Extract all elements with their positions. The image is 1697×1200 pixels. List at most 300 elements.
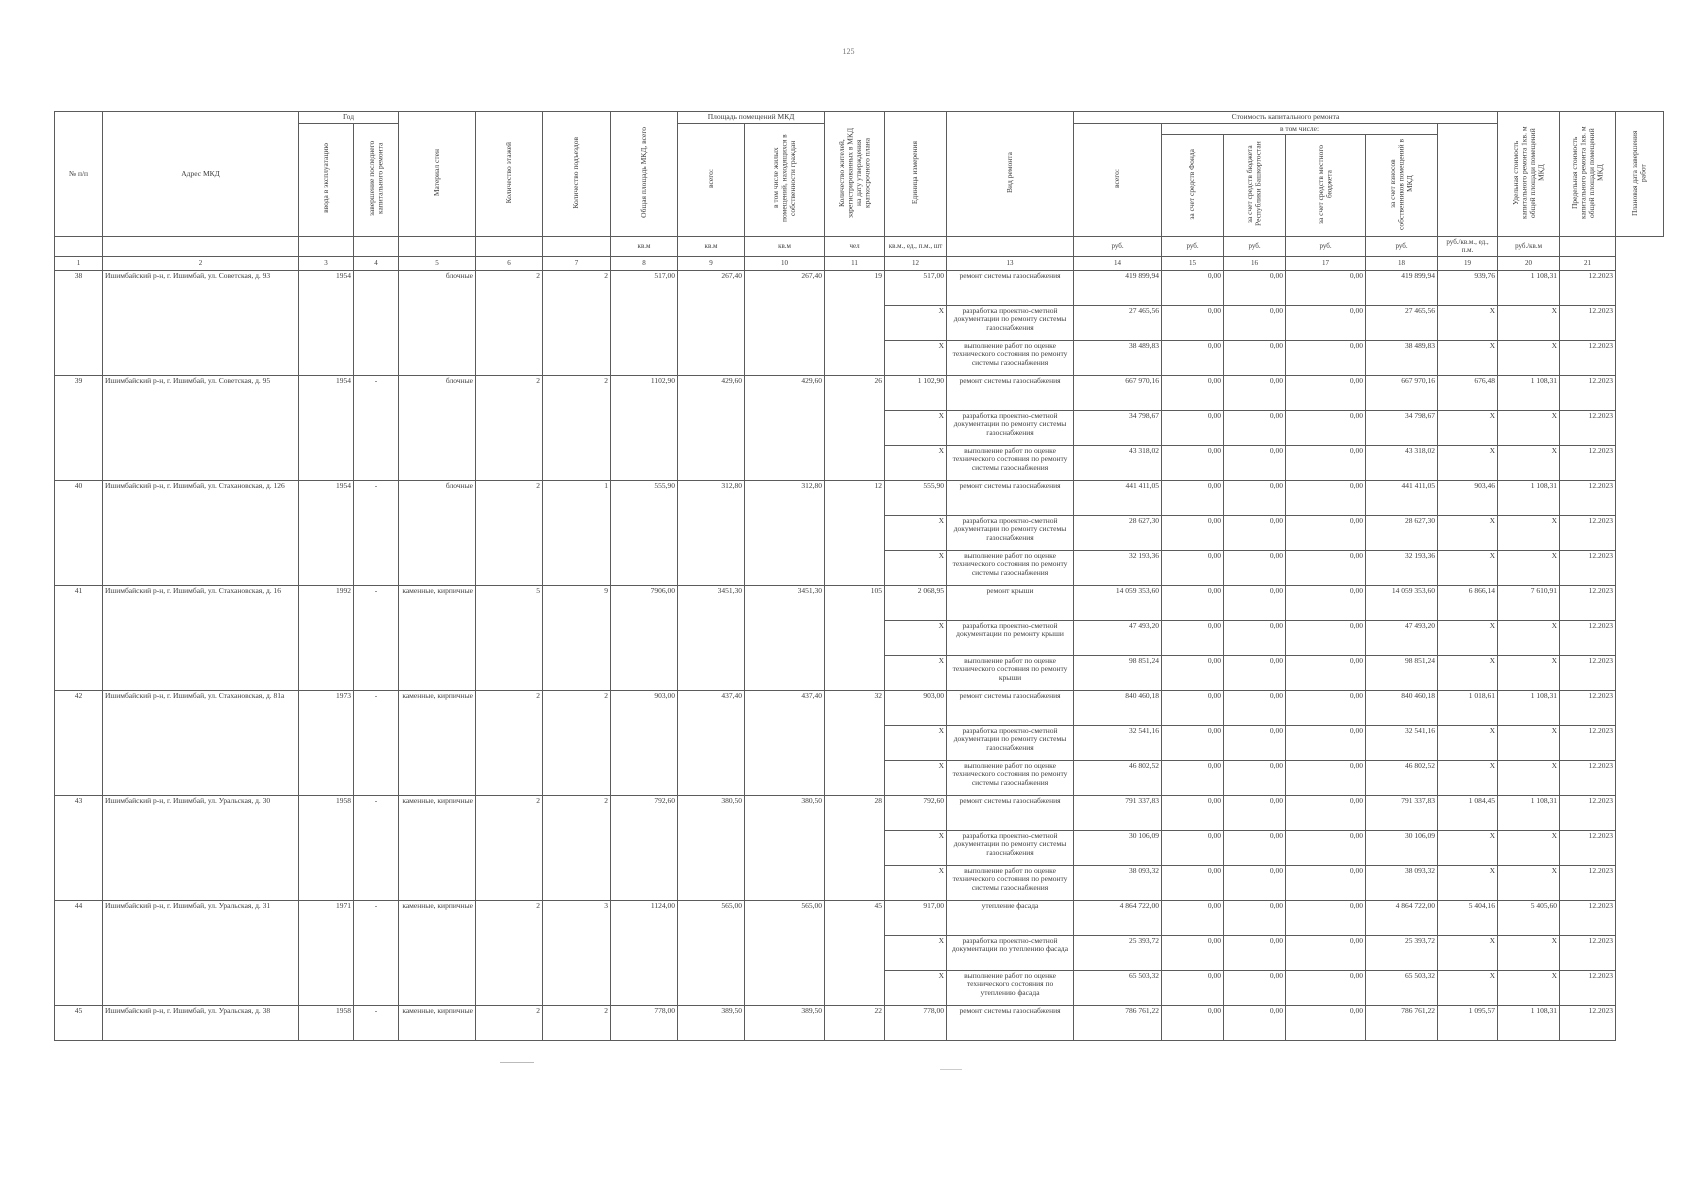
header-year-repair: завершение последнего капитального ремонта [354, 123, 399, 236]
house-material: каменные, кирпичные [399, 585, 476, 690]
work-cost-owners: 34 798,67 [1366, 410, 1438, 445]
work-unit: X [885, 830, 947, 865]
house-total-area: 1102,90 [611, 375, 678, 480]
work-cost-local: 0,00 [1286, 515, 1366, 550]
work-cost-republic: 0,00 [1224, 410, 1286, 445]
work-unit: X [885, 935, 947, 970]
work-type: выполнение работ по оценке технического состояния по ремонту крыши [947, 655, 1074, 690]
work-type: ремонт системы газоснабжения [947, 375, 1074, 410]
table-row [55, 585, 1664, 620]
house-total-area: 792,60 [611, 795, 678, 900]
house-total-area: 555,90 [611, 480, 678, 585]
work-cost-total: 4 864 722,00 [1074, 900, 1162, 935]
column-number: 14 [1074, 256, 1162, 270]
header-plan-date: Плановая дата завершения работ [1616, 112, 1664, 237]
work-unit-cost: X [1438, 620, 1498, 655]
work-cost-total: 30 106,09 [1074, 830, 1162, 865]
house-year-repair: - [354, 900, 399, 1005]
header-year-built: ввода в эксплуатацию [299, 123, 354, 236]
house-number: 38 [55, 270, 103, 375]
house-year-repair: - [354, 795, 399, 900]
work-cost-fund: 0,00 [1162, 445, 1224, 480]
work-cost-owners: 4 864 722,00 [1366, 900, 1438, 935]
work-cost-owners: 30 106,09 [1366, 830, 1438, 865]
unit-premises-residential: кв.м [745, 236, 825, 256]
work-cost-local: 0,00 [1286, 655, 1366, 690]
work-unit-cost: X [1438, 445, 1498, 480]
work-type: разработка проектно-сметной документации по ремонту системы газоснабжения [947, 830, 1074, 865]
work-cost-fund: 0,00 [1162, 760, 1224, 795]
work-max-cost: 1 108,31 [1498, 375, 1560, 410]
work-unit-cost: X [1438, 305, 1498, 340]
house-total-area: 517,00 [611, 270, 678, 375]
house-number: 40 [55, 480, 103, 585]
work-unit-cost: X [1438, 935, 1498, 970]
column-number: 13 [947, 256, 1074, 270]
work-cost-fund: 0,00 [1162, 725, 1224, 760]
header-year-group: Год [299, 112, 399, 124]
work-unit-cost: X [1438, 410, 1498, 445]
house-premises-total: 380,50 [678, 795, 745, 900]
work-cost-owners: 14 059 353,60 [1366, 585, 1438, 620]
house-number: 44 [55, 900, 103, 1005]
house-residents: 19 [825, 270, 885, 375]
work-cost-local: 0,00 [1286, 760, 1366, 795]
work-type: разработка проектно-сметной документации по утеплению фасада [947, 935, 1074, 970]
work-cost-owners: 419 899,94 [1366, 270, 1438, 305]
house-address: Ишимбайский р-н, г. Ишимбай, ул. Советская, д. 95 [103, 375, 299, 480]
work-cost-local: 0,00 [1286, 305, 1366, 340]
work-cost-republic: 0,00 [1224, 270, 1286, 305]
house-premises-total: 267,40 [678, 270, 745, 375]
work-cost-local: 0,00 [1286, 480, 1366, 515]
work-type: разработка проектно-сметной документации по ремонту системы газоснабжения [947, 725, 1074, 760]
work-unit: X [885, 725, 947, 760]
work-type: ремонт крыши [947, 585, 1074, 620]
work-max-cost: 5 405,60 [1498, 900, 1560, 935]
house-floors: 2 [476, 1005, 543, 1040]
unit-unit: кв.м., ед., п.м., шт [885, 236, 947, 256]
work-type: выполнение работ по оценке технического состояния по ремонту системы газоснабжения [947, 550, 1074, 585]
work-unit-cost: 1 084,45 [1438, 795, 1498, 830]
house-residents: 22 [825, 1005, 885, 1040]
scan-mark [940, 1069, 962, 1070]
house-residents: 28 [825, 795, 885, 900]
work-cost-republic: 0,00 [1224, 1005, 1286, 1040]
work-type: выполнение работ по оценке технического состояния по утеплению фасада [947, 970, 1074, 1005]
house-year-built: 1954 [299, 270, 354, 375]
work-type: утепление фасада [947, 900, 1074, 935]
column-number: 19 [1438, 256, 1498, 270]
table-body [55, 270, 1664, 1040]
work-unit-cost: 6 866,14 [1438, 585, 1498, 620]
table-row [55, 690, 1664, 725]
work-cost-total: 34 798,67 [1074, 410, 1162, 445]
house-address: Ишимбайский р-н, г. Ишимбай, ул. Советская, д. 93 [103, 270, 299, 375]
house-premises-total: 389,50 [678, 1005, 745, 1040]
work-plan-date: 12.2023 [1560, 620, 1616, 655]
house-premises-residential: 312,80 [745, 480, 825, 585]
column-number: 7 [543, 256, 611, 270]
column-number: 12 [885, 256, 947, 270]
house-material: блочные [399, 480, 476, 585]
work-cost-republic: 0,00 [1224, 690, 1286, 725]
work-cost-republic: 0,00 [1224, 725, 1286, 760]
work-plan-date: 12.2023 [1560, 1005, 1616, 1040]
work-cost-total: 667 970,16 [1074, 375, 1162, 410]
house-year-built: 1954 [299, 480, 354, 585]
house-entrances: 2 [543, 375, 611, 480]
work-unit-cost: X [1438, 655, 1498, 690]
work-plan-date: 12.2023 [1560, 970, 1616, 1005]
house-year-built: 1954 [299, 375, 354, 480]
work-plan-date: 12.2023 [1560, 865, 1616, 900]
unit-unit-cost: руб./кв.м., ед., п.м. [1438, 236, 1498, 256]
house-floors: 2 [476, 375, 543, 480]
house-material: блочные [399, 375, 476, 480]
work-cost-total: 98 851,24 [1074, 655, 1162, 690]
work-cost-owners: 32 193,36 [1366, 550, 1438, 585]
work-cost-total: 65 503,32 [1074, 970, 1162, 1005]
house-year-built: 1992 [299, 585, 354, 690]
house-residents: 32 [825, 690, 885, 795]
work-max-cost: 1 108,31 [1498, 480, 1560, 515]
work-plan-date: 12.2023 [1560, 375, 1616, 410]
house-premises-total: 565,00 [678, 900, 745, 1005]
house-address: Ишимбайский р-н, г. Ишимбай, ул. Стахановская, д. 81а [103, 690, 299, 795]
work-cost-republic: 0,00 [1224, 445, 1286, 480]
column-number: 21 [1560, 256, 1616, 270]
work-cost-total: 32 193,36 [1074, 550, 1162, 585]
work-unit-cost: X [1438, 340, 1498, 375]
column-number: 5 [399, 256, 476, 270]
work-cost-owners: 98 851,24 [1366, 655, 1438, 690]
house-address: Ишимбайский р-н, г. Ишимбай, ул. Стахановская, д. 126 [103, 480, 299, 585]
house-floors: 2 [476, 900, 543, 1005]
table-row [55, 795, 1664, 830]
unit-cost-total: руб. [1074, 236, 1162, 256]
header-unit: Единица измерения [885, 112, 947, 237]
work-max-cost: X [1498, 550, 1560, 585]
work-unit: X [885, 865, 947, 900]
work-max-cost: X [1498, 340, 1560, 375]
column-number: 17 [1286, 256, 1366, 270]
work-unit-cost: 676,48 [1438, 375, 1498, 410]
header-cost-local: за счет средств местного бюджета [1286, 135, 1366, 237]
work-cost-republic: 0,00 [1224, 375, 1286, 410]
work-max-cost: X [1498, 865, 1560, 900]
work-unit: X [885, 655, 947, 690]
scan-mark [500, 1062, 534, 1063]
work-cost-fund: 0,00 [1162, 550, 1224, 585]
work-plan-date: 12.2023 [1560, 550, 1616, 585]
work-cost-republic: 0,00 [1224, 620, 1286, 655]
header-floors: Количество этажей [476, 112, 543, 237]
header-cost-group: Стоимость капитального ремонта [1074, 112, 1498, 124]
column-number: 1 [55, 256, 103, 270]
work-cost-republic: 0,00 [1224, 935, 1286, 970]
work-unit-cost: X [1438, 515, 1498, 550]
house-residents: 105 [825, 585, 885, 690]
work-plan-date: 12.2023 [1560, 340, 1616, 375]
work-cost-total: 14 059 353,60 [1074, 585, 1162, 620]
work-unit-cost: X [1438, 760, 1498, 795]
work-unit: X [885, 760, 947, 795]
work-cost-fund: 0,00 [1162, 830, 1224, 865]
work-cost-total: 791 337,83 [1074, 795, 1162, 830]
house-year-repair: - [354, 375, 399, 480]
work-plan-date: 12.2023 [1560, 830, 1616, 865]
work-cost-fund: 0,00 [1162, 970, 1224, 1005]
work-plan-date: 12.2023 [1560, 270, 1616, 305]
house-year-built: 1958 [299, 795, 354, 900]
work-max-cost: X [1498, 515, 1560, 550]
house-year-built: 1973 [299, 690, 354, 795]
work-cost-republic: 0,00 [1224, 830, 1286, 865]
work-cost-owners: 786 761,22 [1366, 1005, 1438, 1040]
work-cost-total: 419 899,94 [1074, 270, 1162, 305]
house-entrances: 2 [543, 795, 611, 900]
work-cost-fund: 0,00 [1162, 375, 1224, 410]
work-cost-fund: 0,00 [1162, 620, 1224, 655]
work-type: разработка проектно-сметной документации по ремонту системы газоснабжения [947, 515, 1074, 550]
work-unit: X [885, 410, 947, 445]
work-type: ремонт системы газоснабжения [947, 1005, 1074, 1040]
header-work-type: Вид ремонта [947, 112, 1074, 237]
work-plan-date: 12.2023 [1560, 725, 1616, 760]
house-residents: 26 [825, 375, 885, 480]
work-unit: X [885, 620, 947, 655]
column-number: 6 [476, 256, 543, 270]
column-number: 18 [1366, 256, 1438, 270]
work-cost-local: 0,00 [1286, 865, 1366, 900]
header-unit-cost: Удельная стоимость капитального ремонта 1кв. м общей площади помещений МКД [1498, 112, 1560, 237]
house-total-area: 778,00 [611, 1005, 678, 1040]
work-cost-republic: 0,00 [1224, 515, 1286, 550]
header-premises-group: Площадь помещений МКД [678, 112, 825, 124]
work-plan-date: 12.2023 [1560, 690, 1616, 725]
unit-total-area: кв.м [611, 236, 678, 256]
work-cost-total: 840 460,18 [1074, 690, 1162, 725]
header-cost-subgroup: в том числе: [1162, 123, 1438, 135]
unit-cost-fund: руб. [1162, 236, 1224, 256]
house-premises-residential: 565,00 [745, 900, 825, 1005]
work-unit: 917,00 [885, 900, 947, 935]
work-cost-total: 27 465,56 [1074, 305, 1162, 340]
house-number: 39 [55, 375, 103, 480]
work-max-cost: X [1498, 725, 1560, 760]
house-total-area: 1124,00 [611, 900, 678, 1005]
house-entrances: 9 [543, 585, 611, 690]
house-number: 43 [55, 795, 103, 900]
work-max-cost: 1 108,31 [1498, 1005, 1560, 1040]
work-cost-owners: 65 503,32 [1366, 970, 1438, 1005]
house-material: блочные [399, 270, 476, 375]
work-type: ремонт системы газоснабжения [947, 795, 1074, 830]
work-cost-owners: 27 465,56 [1366, 305, 1438, 340]
work-cost-republic: 0,00 [1224, 900, 1286, 935]
work-unit: 792,60 [885, 795, 947, 830]
work-type: выполнение работ по оценке технического состояния по ремонту системы газоснабжения [947, 445, 1074, 480]
capital-repair-table-sheet [54, 111, 1664, 1041]
house-entrances: 3 [543, 900, 611, 1005]
work-cost-total: 43 318,02 [1074, 445, 1162, 480]
work-cost-total: 786 761,22 [1074, 1005, 1162, 1040]
work-cost-fund: 0,00 [1162, 480, 1224, 515]
work-cost-republic: 0,00 [1224, 340, 1286, 375]
header-cost-owners: за счет взносов собственников помещений в МКД [1366, 135, 1438, 237]
work-unit: 555,90 [885, 480, 947, 515]
header-cost-total: всего: [1074, 123, 1162, 236]
work-cost-total: 46 802,52 [1074, 760, 1162, 795]
work-plan-date: 12.2023 [1560, 515, 1616, 550]
work-cost-local: 0,00 [1286, 620, 1366, 655]
work-unit-cost: X [1438, 830, 1498, 865]
house-floors: 2 [476, 690, 543, 795]
house-year-built: 1958 [299, 1005, 354, 1040]
header-premises-residential: в том числе жилых помещений, находящихся в собственности граждан [745, 123, 825, 236]
work-max-cost: 1 108,31 [1498, 795, 1560, 830]
house-entrances: 2 [543, 270, 611, 375]
work-type: ремонт системы газоснабжения [947, 690, 1074, 725]
work-unit: X [885, 515, 947, 550]
house-premises-residential: 3451,30 [745, 585, 825, 690]
work-unit: 903,00 [885, 690, 947, 725]
table-row [55, 375, 1664, 410]
header-residents: Количество жителей, зарегистрированных в МКД на дату утверждения краткосрочного плана [825, 112, 885, 237]
work-cost-local: 0,00 [1286, 690, 1366, 725]
header-num: № п/п [55, 112, 103, 237]
work-unit-cost: 5 404,16 [1438, 900, 1498, 935]
house-material: каменные, кирпичные [399, 690, 476, 795]
house-number: 45 [55, 1005, 103, 1040]
page-number: 125 [842, 47, 855, 56]
header-max-cost: Предельная стоимость капитального ремонта 1кв. м общей площади помещений МКД [1560, 112, 1616, 237]
work-unit: 517,00 [885, 270, 947, 305]
work-cost-fund: 0,00 [1162, 795, 1224, 830]
house-address: Ишимбайский р-н, г. Ишимбай, ул. Уральская, д. 30 [103, 795, 299, 900]
house-material: каменные, кирпичные [399, 1005, 476, 1040]
work-cost-total: 441 411,05 [1074, 480, 1162, 515]
work-unit-cost: X [1438, 865, 1498, 900]
work-cost-fund: 0,00 [1162, 305, 1224, 340]
work-type: разработка проектно-сметной документации по ремонту системы газоснабжения [947, 410, 1074, 445]
header-cost-fund: за счет средств Фонда [1162, 135, 1224, 237]
house-total-area: 903,00 [611, 690, 678, 795]
work-max-cost: X [1498, 445, 1560, 480]
unit-max-cost: руб./кв.м [1498, 236, 1560, 256]
work-cost-fund: 0,00 [1162, 935, 1224, 970]
work-cost-fund: 0,00 [1162, 585, 1224, 620]
work-cost-owners: 46 802,52 [1366, 760, 1438, 795]
units-row [55, 236, 1664, 256]
house-premises-total: 429,60 [678, 375, 745, 480]
work-cost-republic: 0,00 [1224, 865, 1286, 900]
work-unit: X [885, 970, 947, 1005]
work-cost-local: 0,00 [1286, 1005, 1366, 1040]
work-cost-republic: 0,00 [1224, 305, 1286, 340]
work-cost-local: 0,00 [1286, 935, 1366, 970]
house-premises-residential: 380,50 [745, 795, 825, 900]
work-cost-total: 32 541,16 [1074, 725, 1162, 760]
unit-cost-owners: руб. [1366, 236, 1438, 256]
work-plan-date: 12.2023 [1560, 655, 1616, 690]
house-entrances: 2 [543, 1005, 611, 1040]
work-cost-fund: 0,00 [1162, 340, 1224, 375]
house-year-repair: - [354, 1005, 399, 1040]
work-unit-cost: 903,46 [1438, 480, 1498, 515]
work-cost-owners: 43 318,02 [1366, 445, 1438, 480]
work-unit: X [885, 305, 947, 340]
work-cost-fund: 0,00 [1162, 900, 1224, 935]
unit-cost-republic: руб. [1224, 236, 1286, 256]
work-type: разработка проектно-сметной документации по ремонту системы газоснабжения [947, 305, 1074, 340]
house-floors: 5 [476, 585, 543, 690]
column-number: 11 [825, 256, 885, 270]
work-max-cost: X [1498, 620, 1560, 655]
house-year-built: 1971 [299, 900, 354, 1005]
column-number: 10 [745, 256, 825, 270]
work-cost-local: 0,00 [1286, 340, 1366, 375]
house-year-repair: - [354, 480, 399, 585]
work-cost-local: 0,00 [1286, 970, 1366, 1005]
house-residents: 12 [825, 480, 885, 585]
header-material: Материал стен [399, 112, 476, 237]
work-plan-date: 12.2023 [1560, 410, 1616, 445]
house-address: Ишимбайский р-н, г. Ишимбай, ул. Стахановская, д. 16 [103, 585, 299, 690]
house-year-repair: - [354, 690, 399, 795]
work-unit-cost: 1 018,61 [1438, 690, 1498, 725]
work-cost-owners: 38 093,32 [1366, 865, 1438, 900]
work-type: ремонт системы газоснабжения [947, 270, 1074, 305]
house-number: 41 [55, 585, 103, 690]
house-number: 42 [55, 690, 103, 795]
work-cost-republic: 0,00 [1224, 585, 1286, 620]
column-number: 20 [1498, 256, 1560, 270]
work-unit-cost: X [1438, 970, 1498, 1005]
table-row [55, 480, 1664, 515]
work-cost-republic: 0,00 [1224, 970, 1286, 1005]
work-cost-fund: 0,00 [1162, 655, 1224, 690]
header-cost-republic: за счет средств бюджета Республики Башкортостан [1224, 135, 1286, 237]
work-type: выполнение работ по оценке технического состояния по ремонту системы газоснабжения [947, 760, 1074, 795]
work-type: выполнение работ по оценке технического состояния по ремонту системы газоснабжения [947, 865, 1074, 900]
house-material: каменные, кирпичные [399, 795, 476, 900]
work-cost-owners: 47 493,20 [1366, 620, 1438, 655]
house-floors: 2 [476, 795, 543, 900]
work-cost-local: 0,00 [1286, 830, 1366, 865]
house-material: каменные, кирпичные [399, 900, 476, 1005]
work-cost-owners: 28 627,30 [1366, 515, 1438, 550]
work-cost-republic: 0,00 [1224, 480, 1286, 515]
work-cost-fund: 0,00 [1162, 270, 1224, 305]
work-max-cost: X [1498, 935, 1560, 970]
work-cost-total: 38 489,83 [1074, 340, 1162, 375]
work-cost-republic: 0,00 [1224, 760, 1286, 795]
work-cost-owners: 38 489,83 [1366, 340, 1438, 375]
house-address: Ишимбайский р-н, г. Ишимбай, ул. Уральская, д. 31 [103, 900, 299, 1005]
table-header [55, 112, 1664, 271]
work-max-cost: X [1498, 760, 1560, 795]
work-max-cost: X [1498, 655, 1560, 690]
work-cost-local: 0,00 [1286, 795, 1366, 830]
header-premises-total: всего: [678, 123, 745, 236]
work-max-cost: 7 610,91 [1498, 585, 1560, 620]
house-premises-residential: 429,60 [745, 375, 825, 480]
work-cost-owners: 791 337,83 [1366, 795, 1438, 830]
work-cost-fund: 0,00 [1162, 865, 1224, 900]
table-row [55, 1005, 1664, 1040]
